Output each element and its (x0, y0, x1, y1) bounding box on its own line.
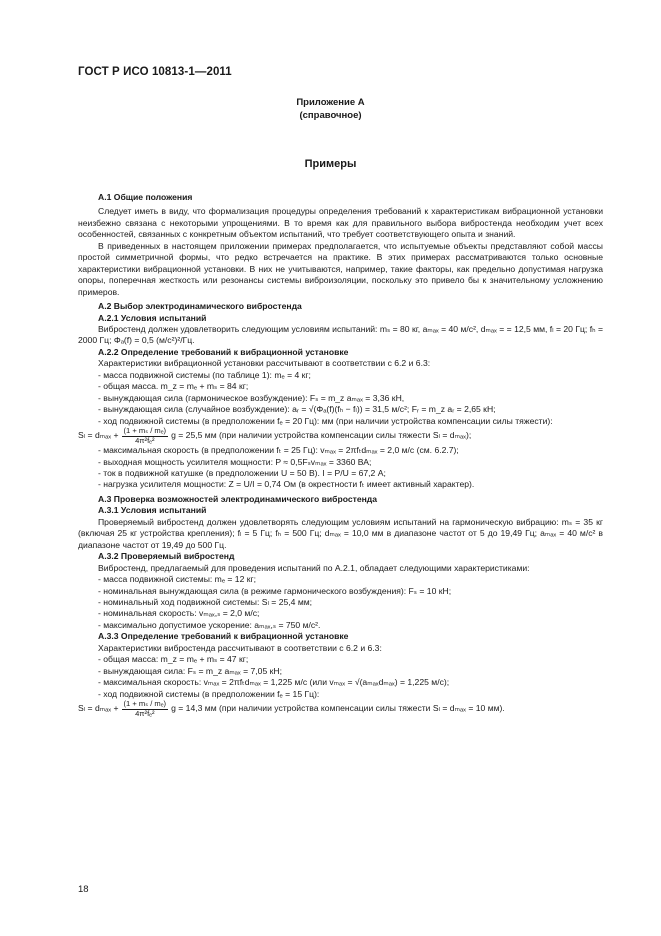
list-item: - масса подвижной системы: mₑ = 12 кг; (98, 574, 257, 585)
subsection-heading: А.2.1 Условия испытаний (98, 312, 207, 323)
paragraph: Проверяемый вибростенд должен удовлетворять следующим условиям испытаний на гармоническую вибрацию: mₛ = 35 кг (включая 25 кг устройства крепления); fₗ = 5 Гц; fₕ = 500 Гц; dₘₐₓ = 10,0 мм в диапазоне частот от 5 до 19,49 Гц; aₘₐₓ = 40 м/с² в диапазоне частот от 19,49 до 500 Гц. (78, 516, 603, 550)
list-item: - нагрузка усилителя мощности: Z = U/I = 0,74 Ом (в окрестности fₜ имеет активный характер). (98, 479, 475, 490)
subsection-heading: А.3.3 Определение требований к вибрационной установке (98, 631, 349, 642)
list-item: - номинальная вынуждающая сила (в режиме гармонического возбуждения): Fₛ = 10 кН; (98, 585, 452, 596)
paragraph: Характеристики вибрационной установки рассчитывают в соответствии с 6.2 и 6.3: (98, 358, 431, 369)
paragraph: Характеристики вибростенда рассчитывают в соответствии с 6.2 и 6.3: (98, 642, 382, 653)
subsection-heading: А.3.2 Проверяемый вибростенд (98, 551, 235, 562)
formula-stroke-1 (78, 427, 603, 445)
formula-lhs: Sₗ = dₘₐₓ + (78, 703, 119, 714)
formula-rhs: g = 25,5 мм (при наличии устройства компенсации силы тяжести Sₗ = dₘₐₓ); (171, 430, 472, 441)
list-item: - выходная мощность усилителя мощности: P ≈ 0,5Fₛvₘₐₓ = 3360 ВА; (98, 456, 372, 467)
body-text (78, 192, 603, 718)
list-item: - общая масса. m_z = mₑ + mₛ = 84 кг; (98, 381, 249, 392)
fraction-denominator: 4π²fₑ² (135, 708, 155, 718)
list-item: - максимальная скорость: vₘₐₓ = 2πfₜdₘₐₓ = 1,225 м/с (или vₘₐₓ = √(aₘₐₓdₘₐₓ) = 1,225 м/с); (98, 677, 450, 688)
list-item: - вынуждающая сила (случайное возбуждение): aᵣ = √(Φₐ(f)(fₕ − fₗ)) = 31,5 м/с²; Fᵣ = m_z aᵣ = 2,65 кН; (98, 404, 496, 415)
formula-rhs: g = 14,3 мм (при наличии устройства компенсации силы тяжести Sₗ = dₘₐₓ = 10 мм). (171, 703, 505, 714)
fraction-denominator: 4π²fₑ² (135, 435, 155, 445)
list-item: - номинальный ход подвижной системы: Sₗ = 25,4 мм; (98, 596, 313, 607)
paragraph: В приведенных в настоящем приложении примерах предполагается, что испытуемые объекты представляют собой массы простой симметричной формы, что редко встречается на практике. В этих примерах рассматриваются только основные характеристики вибрационной установки. В них не учитываются, например, такие факторы, как предельно допустимая нагрузка опоры, поперечная жесткость или резонансы системы виброизоляции, поскольку это привело бы к значительному усложнению примеров. (78, 240, 603, 297)
list-item: - максимально допустимое ускорение: aₘₐₓ,ₛ = 750 м/с². (98, 619, 321, 630)
section-heading-a3: А.3 Проверка возможностей электродинамического вибростенда (98, 493, 378, 504)
paragraph: Вибростенд должен удовлетворить следующим условиям испытаний: mₛ = 80 кг, aₘₐₓ = 40 м/с², dₘₐₓ = = 12,5 мм, fₗ = 20 Гц; fₕ = 2000 Гц; Φₐ(f) = 0,5 (м/с²)²/Гц. (78, 323, 603, 346)
page-number: 18 (78, 884, 89, 895)
list-item: - номинальная скорость: vₘₐₓ,ₛ = 2,0 м/с; (98, 608, 260, 619)
section-heading-a2: А.2 Выбор электродинамического вибростенда (98, 301, 302, 312)
subsection-heading: А.2.2 Определение требований к вибрационной установке (98, 346, 349, 357)
formula-stroke-2 (78, 700, 603, 718)
list-item: - вынуждающая сила: Fₛ = m_z aₘₐₓ = 7,05 кН; (98, 665, 282, 676)
list-item: - общая масса: m_z = mₑ + mₛ = 47 кг; (98, 654, 249, 665)
list-item: - ход подвижной системы (в предположении fₑ = 20 Гц): мм (при наличии устройства компенсации силы тяжести): (98, 415, 553, 426)
fraction-numerator: (1 + mₛ / mₑ) (123, 699, 167, 709)
paragraph: Следует иметь в виду, что формализация процедуры определения требований к характеристикам вибрационной установки неизбежно связана с некоторыми упрощениями. В то время как для правильного выбора вибростенда необходим учет всех особенностей, связанных с конкретным объектом испытаний, что требует соответствующего опыта и знаний. (78, 206, 603, 240)
list-item: - масса подвижной системы (по таблице 1): mₑ = 4 кг; (98, 369, 311, 380)
page-title: Примеры (304, 158, 357, 170)
formula-fraction (122, 700, 169, 718)
list-item: - ток в подвижной катушке (в предположении U = 50 В). I = P/U = 67,2 А; (98, 467, 386, 478)
document-id-header: ГОСТ Р ИСО 10813-1—2011 (78, 66, 232, 78)
section-heading-a1: А.1 Общие положения (98, 192, 193, 202)
formula-fraction (122, 427, 169, 445)
fraction-numerator: (1 + mₛ / mₑ) (123, 426, 167, 436)
subsection-heading: А.3.1 Условия испытаний (98, 505, 207, 516)
annex-kind: (справочное) (299, 110, 362, 121)
list-item: - вынуждающая сила (гармоническое возбуждение): Fₛ = m_z aₘₐₓ = 3,36 кН, (98, 392, 405, 403)
paragraph: Вибростенд, предлагаемый для проведения испытаний по А.2.1, обладает следующими характеристиками: (98, 562, 530, 573)
formula-lhs: Sₗ = dₘₐₓ + (78, 430, 119, 441)
list-item: - максимальная скорость (в предположении fₜ = 25 Гц): vₘₐₓ = 2πfₜdₘₐₓ = 2,0 м/с (см. 6.2.7); (98, 445, 459, 456)
list-item: - ход подвижной системы (в предположении fₑ = 15 Гц): (98, 688, 320, 699)
annex-label: Приложение А (296, 97, 365, 108)
